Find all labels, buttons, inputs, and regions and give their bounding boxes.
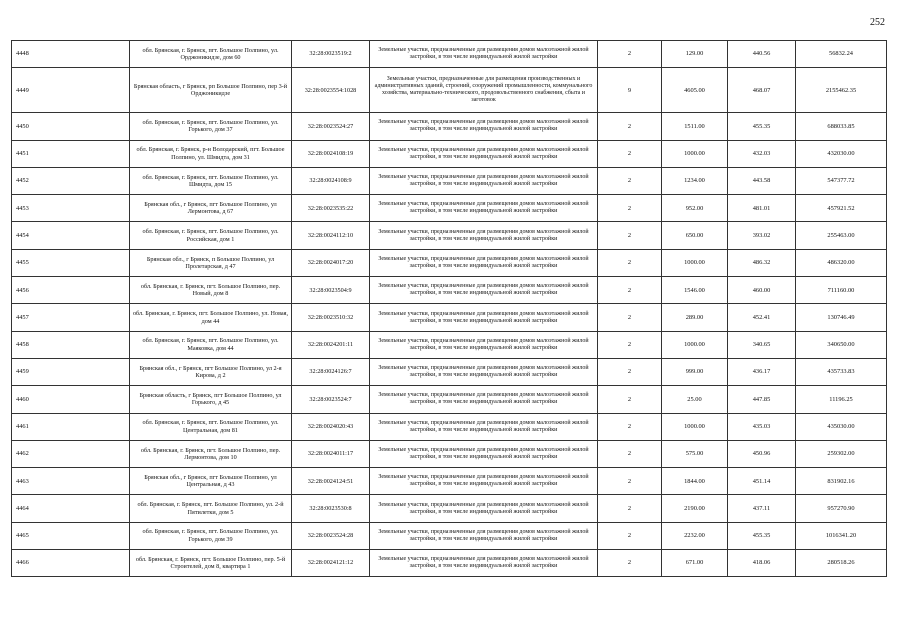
table-row [12, 358, 887, 385]
area-cell: 671.00 [662, 550, 728, 577]
address-cell: обл. Брянская, г. Брянск, пгт. Большое Полпино, ул. Горького, дом 37 [130, 113, 292, 140]
row-number: 4456 [12, 277, 130, 304]
use-group-cell: 2 [598, 249, 662, 276]
area-cell: 129.00 [662, 41, 728, 68]
cadastral-value-cell: 259302.00 [796, 440, 887, 467]
permitted-use-cell: Земельные участки, предназначенные для размещения домов малоэтажной жилой застройки, в том числе индивидуальной жилой застройки [370, 113, 598, 140]
cadastral-value-cell: 11196.25 [796, 386, 887, 413]
cadastral-number-cell: 32:28:0024011:17 [292, 440, 370, 467]
area-cell: 1234.00 [662, 167, 728, 194]
permitted-use-cell: Земельные участки, предназначенные для размещения домов малоэтажной жилой застройки, в том числе индивидуальной жилой застройки [370, 277, 598, 304]
use-group-cell: 2 [598, 222, 662, 249]
cadastral-number-cell: 32:28:0023510:32 [292, 304, 370, 331]
permitted-use-cell: Земельные участки, предназначенные для размещения домов малоэтажной жилой застройки, в том числе индивидуальной жилой застройки [370, 358, 598, 385]
row-number: 4460 [12, 386, 130, 413]
specific-value-cell: 443.58 [728, 167, 796, 194]
use-group-cell: 2 [598, 413, 662, 440]
cadastral-number-cell: 32:28:0024017:20 [292, 249, 370, 276]
row-number: 4449 [12, 68, 130, 113]
permitted-use-cell: Земельные участки, предназначенные для размещения домов малоэтажной жилой застройки, в том числе индивидуальной жилой застройки [370, 413, 598, 440]
specific-value-cell: 450.96 [728, 440, 796, 467]
address-cell: обл. Брянская, г. Брянск, пгт. Большое Полпино, пер. Лермонтова, дом 10 [130, 440, 292, 467]
specific-value-cell: 440.56 [728, 41, 796, 68]
use-group-cell: 2 [598, 468, 662, 495]
address-cell: обл. Брянская, г. Брянск, пгт. Большое Полпино, ул. 2-й Пятилетки, дом 5 [130, 495, 292, 522]
table-row [12, 249, 887, 276]
address-cell: обл. Брянская, г. Брянск, пгт. Большое Полпино, пер. 5-й Строителей, дом 8, квартира 1 [130, 550, 292, 577]
cadastral-number-cell: 32:28:0024124:51 [292, 468, 370, 495]
cadastral-number-cell: 32:28:0023504:9 [292, 277, 370, 304]
cadastral-value-cell: 1016341.20 [796, 522, 887, 549]
permitted-use-cell: Земельные участки, предназначенные для размещения домов малоэтажной жилой застройки, в том числе индивидуальной жилой застройки [370, 222, 598, 249]
address-cell: Брянская обл., г Брянск, п Большое Полпино, ул Пролетарская, д 47 [130, 249, 292, 276]
specific-value-cell: 393.02 [728, 222, 796, 249]
table-row [12, 277, 887, 304]
permitted-use-cell: Земельные участки, предназначенные для размещения домов малоэтажной жилой застройки, в том числе индивидуальной жилой застройки [370, 249, 598, 276]
area-cell: 1000.00 [662, 413, 728, 440]
cadastral-number-cell: 32:28:0024020:43 [292, 413, 370, 440]
specific-value-cell: 486.32 [728, 249, 796, 276]
address-cell: обл. Брянская, г. Брянск, пгт. Большое Полпино, ул. Горького, дом 39 [130, 522, 292, 549]
cadastral-value-cell: 957270.90 [796, 495, 887, 522]
cadastral-value-cell: 688033.85 [796, 113, 887, 140]
table-row [12, 413, 887, 440]
table-row [12, 386, 887, 413]
address-cell: обл. Брянская, г. Брянск, пгт. Большое Полпино, ул. Маяковка, дом 44 [130, 331, 292, 358]
cadastral-value-cell: 547377.72 [796, 167, 887, 194]
cadastral-value-cell: 435733.83 [796, 358, 887, 385]
cadastral-number-cell: 32:28:0023524:7 [292, 386, 370, 413]
area-cell: 952.00 [662, 195, 728, 222]
address-cell: обл. Брянская, г. Брянск, пгт. Большое Полпино, ул. Российская, дом 1 [130, 222, 292, 249]
address-cell: Брянская обл., г Брянск, пгт Большое Полпино, ул 2-я Кирова, д 2 [130, 358, 292, 385]
cadastral-value-cell: 340650.00 [796, 331, 887, 358]
cadastral-number-cell: 32:28:0024201:11 [292, 331, 370, 358]
use-group-cell: 2 [598, 140, 662, 167]
row-number: 4461 [12, 413, 130, 440]
area-cell: 575.00 [662, 440, 728, 467]
area-cell: 1844.00 [662, 468, 728, 495]
cadastral-number-cell: 32:28:0024126:7 [292, 358, 370, 385]
address-cell: обл. Брянская, г. Брянск, пгт. Большое Полпино, ул. Центральная, дом 81 [130, 413, 292, 440]
row-number: 4458 [12, 331, 130, 358]
specific-value-cell: 435.03 [728, 413, 796, 440]
permitted-use-cell: Земельные участки, предназначенные для размещения домов малоэтажной жилой застройки, в том числе индивидуальной жилой застройки [370, 386, 598, 413]
area-cell: 1000.00 [662, 140, 728, 167]
specific-value-cell: 455.35 [728, 522, 796, 549]
use-group-cell: 2 [598, 167, 662, 194]
cadastral-value-cell: 711160.00 [796, 277, 887, 304]
address-cell: обл. Брянская, г. Брянск, пгт. Большое Полпино, ул. Шмидта, дом 15 [130, 167, 292, 194]
use-group-cell: 2 [598, 522, 662, 549]
cadastral-value-cell: 130746.49 [796, 304, 887, 331]
row-number: 4450 [12, 113, 130, 140]
permitted-use-cell: Земельные участки, предназначенные для размещения домов малоэтажной жилой застройки, в том числе индивидуальной жилой застройки [370, 550, 598, 577]
row-number: 4452 [12, 167, 130, 194]
permitted-use-cell: Земельные участки, предназначенные для размещения производственных и административных зданий, строений, сооружений промышленности, коммунального хозяйства, материально-технического, продовольственного снабжения, сбыта и заготовок [370, 68, 598, 113]
row-number: 4453 [12, 195, 130, 222]
cadastral-number-cell: 32:28:0023554:1028 [292, 68, 370, 113]
cadastral-value-cell: 432030.00 [796, 140, 887, 167]
specific-value-cell: 451.14 [728, 468, 796, 495]
row-number: 4454 [12, 222, 130, 249]
specific-value-cell: 452.41 [728, 304, 796, 331]
use-group-cell: 2 [598, 550, 662, 577]
use-group-cell: 2 [598, 495, 662, 522]
row-number: 4465 [12, 522, 130, 549]
use-group-cell: 2 [598, 277, 662, 304]
area-cell: 2190.00 [662, 495, 728, 522]
permitted-use-cell: Земельные участки, предназначенные для размещения домов малоэтажной жилой застройки, в том числе индивидуальной жилой застройки [370, 522, 598, 549]
use-group-cell: 9 [598, 68, 662, 113]
cadastral-number-cell: 32:28:0023535:22 [292, 195, 370, 222]
row-number: 4464 [12, 495, 130, 522]
table-row [12, 304, 887, 331]
cadastral-number-cell: 32:28:0023524:27 [292, 113, 370, 140]
specific-value-cell: 436.17 [728, 358, 796, 385]
specific-value-cell: 437.11 [728, 495, 796, 522]
table-row [12, 522, 887, 549]
permitted-use-cell: Земельные участки, предназначенные для размещения домов малоэтажной жилой застройки, в том числе индивидуальной жилой застройки [370, 440, 598, 467]
area-cell: 4605.00 [662, 68, 728, 113]
address-cell: Брянская обл., г Брянск, пгт Большое Полпино, ул Лермонтова, д 67 [130, 195, 292, 222]
address-cell: обл. Брянская, г. Брянск, р-н Володарский, пгт. Большое Полпино, ул. Шмидта, дом 31 [130, 140, 292, 167]
use-group-cell: 2 [598, 41, 662, 68]
cadastral-value-cell: 280518.26 [796, 550, 887, 577]
permitted-use-cell: Земельные участки, предназначенные для размещения домов малоэтажной жилой застройки, в том числе индивидуальной жилой застройки [370, 167, 598, 194]
address-cell: обл. Брянская, г. Брянск, пгт. Большое Полпино, ул. Орджоникидзе, дом 60 [130, 41, 292, 68]
table-row [12, 331, 887, 358]
cadastral-value-cell: 831902.16 [796, 468, 887, 495]
land-plot-table [11, 40, 887, 577]
row-number: 4448 [12, 41, 130, 68]
area-cell: 1546.00 [662, 277, 728, 304]
table-row [12, 550, 887, 577]
specific-value-cell: 340.65 [728, 331, 796, 358]
area-cell: 650.00 [662, 222, 728, 249]
cadastral-number-cell: 32:28:0024121:12 [292, 550, 370, 577]
row-number: 4463 [12, 468, 130, 495]
cadastral-number-cell: 32:28:0023530:8 [292, 495, 370, 522]
table-row [12, 68, 887, 113]
cadastral-value-cell: 56832.24 [796, 41, 887, 68]
specific-value-cell: 432.03 [728, 140, 796, 167]
cadastral-number-cell: 32:28:0024108:9 [292, 167, 370, 194]
permitted-use-cell: Земельные участки, предназначенные для размещения домов малоэтажной жилой застройки, в том числе индивидуальной жилой застройки [370, 304, 598, 331]
cadastral-value-cell: 486320.00 [796, 249, 887, 276]
specific-value-cell: 481.01 [728, 195, 796, 222]
table-row [12, 140, 887, 167]
use-group-cell: 2 [598, 195, 662, 222]
table-row [12, 468, 887, 495]
table-row [12, 167, 887, 194]
permitted-use-cell: Земельные участки, предназначенные для размещения домов малоэтажной жилой застройки, в том числе индивидуальной жилой застройки [370, 331, 598, 358]
permitted-use-cell: Земельные участки, предназначенные для размещения домов малоэтажной жилой застройки, в том числе индивидуальной жилой застройки [370, 140, 598, 167]
address-cell: Брянская область, г Брянск, рп Большое Полпино, пер 3-й Орджоникидзе [130, 68, 292, 113]
use-group-cell: 2 [598, 113, 662, 140]
cadastral-number-cell: 32:28:0024112:10 [292, 222, 370, 249]
table-row [12, 440, 887, 467]
cadastral-number-cell: 32:28:0024108:19 [292, 140, 370, 167]
row-number: 4457 [12, 304, 130, 331]
use-group-cell: 2 [598, 304, 662, 331]
table-row [12, 41, 887, 68]
permitted-use-cell: Земельные участки, предназначенные для размещения домов малоэтажной жилой застройки, в том числе индивидуальной жилой застройки [370, 41, 598, 68]
area-cell: 1511.00 [662, 113, 728, 140]
address-cell: обл. Брянская, г. Брянск, пгт. Большое Полпино, пер. Новый, дом 8 [130, 277, 292, 304]
cadastral-value-cell: 435030.00 [796, 413, 887, 440]
table-row [12, 195, 887, 222]
area-cell: 1000.00 [662, 249, 728, 276]
cadastral-number-cell: 32:28:0023524:28 [292, 522, 370, 549]
address-cell: Брянская обл., г Брянск, пгт Большое Полпино, ул Центральная, д 43 [130, 468, 292, 495]
table-row [12, 113, 887, 140]
address-cell: Брянская область, г Брянск, пгт Большое Полпино, ул Горького, д 45 [130, 386, 292, 413]
permitted-use-cell: Земельные участки, предназначенные для размещения домов малоэтажной жилой застройки, в том числе индивидуальной жилой застройки [370, 468, 598, 495]
area-cell: 2232.00 [662, 522, 728, 549]
row-number: 4462 [12, 440, 130, 467]
use-group-cell: 2 [598, 440, 662, 467]
address-cell: обл. Брянская, г. Брянск, пгт. Большое Полпино, ул. Новая, дом 44 [130, 304, 292, 331]
permitted-use-cell: Земельные участки, предназначенные для размещения домов малоэтажной жилой застройки, в том числе индивидуальной жилой застройки [370, 195, 598, 222]
permitted-use-cell: Земельные участки, предназначенные для размещения домов малоэтажной жилой застройки, в том числе индивидуальной жилой застройки [370, 495, 598, 522]
specific-value-cell: 468.07 [728, 68, 796, 113]
area-cell: 1000.00 [662, 331, 728, 358]
use-group-cell: 2 [598, 386, 662, 413]
specific-value-cell: 418.06 [728, 550, 796, 577]
area-cell: 999.00 [662, 358, 728, 385]
specific-value-cell: 455.35 [728, 113, 796, 140]
row-number: 4455 [12, 249, 130, 276]
area-cell: 25.00 [662, 386, 728, 413]
cadastral-value-cell: 457921.52 [796, 195, 887, 222]
use-group-cell: 2 [598, 358, 662, 385]
table-row [12, 495, 887, 522]
specific-value-cell: 460.00 [728, 277, 796, 304]
table-row [12, 222, 887, 249]
cadastral-value-cell: 2155462.35 [796, 68, 887, 113]
specific-value-cell: 447.85 [728, 386, 796, 413]
area-cell: 289.00 [662, 304, 728, 331]
page-number: 252 [870, 17, 885, 28]
row-number: 4459 [12, 358, 130, 385]
row-number: 4466 [12, 550, 130, 577]
use-group-cell: 2 [598, 331, 662, 358]
table-body [12, 41, 887, 577]
cadastral-value-cell: 255463.00 [796, 222, 887, 249]
cadastral-number-cell: 32:28:0023519:2 [292, 41, 370, 68]
row-number: 4451 [12, 140, 130, 167]
